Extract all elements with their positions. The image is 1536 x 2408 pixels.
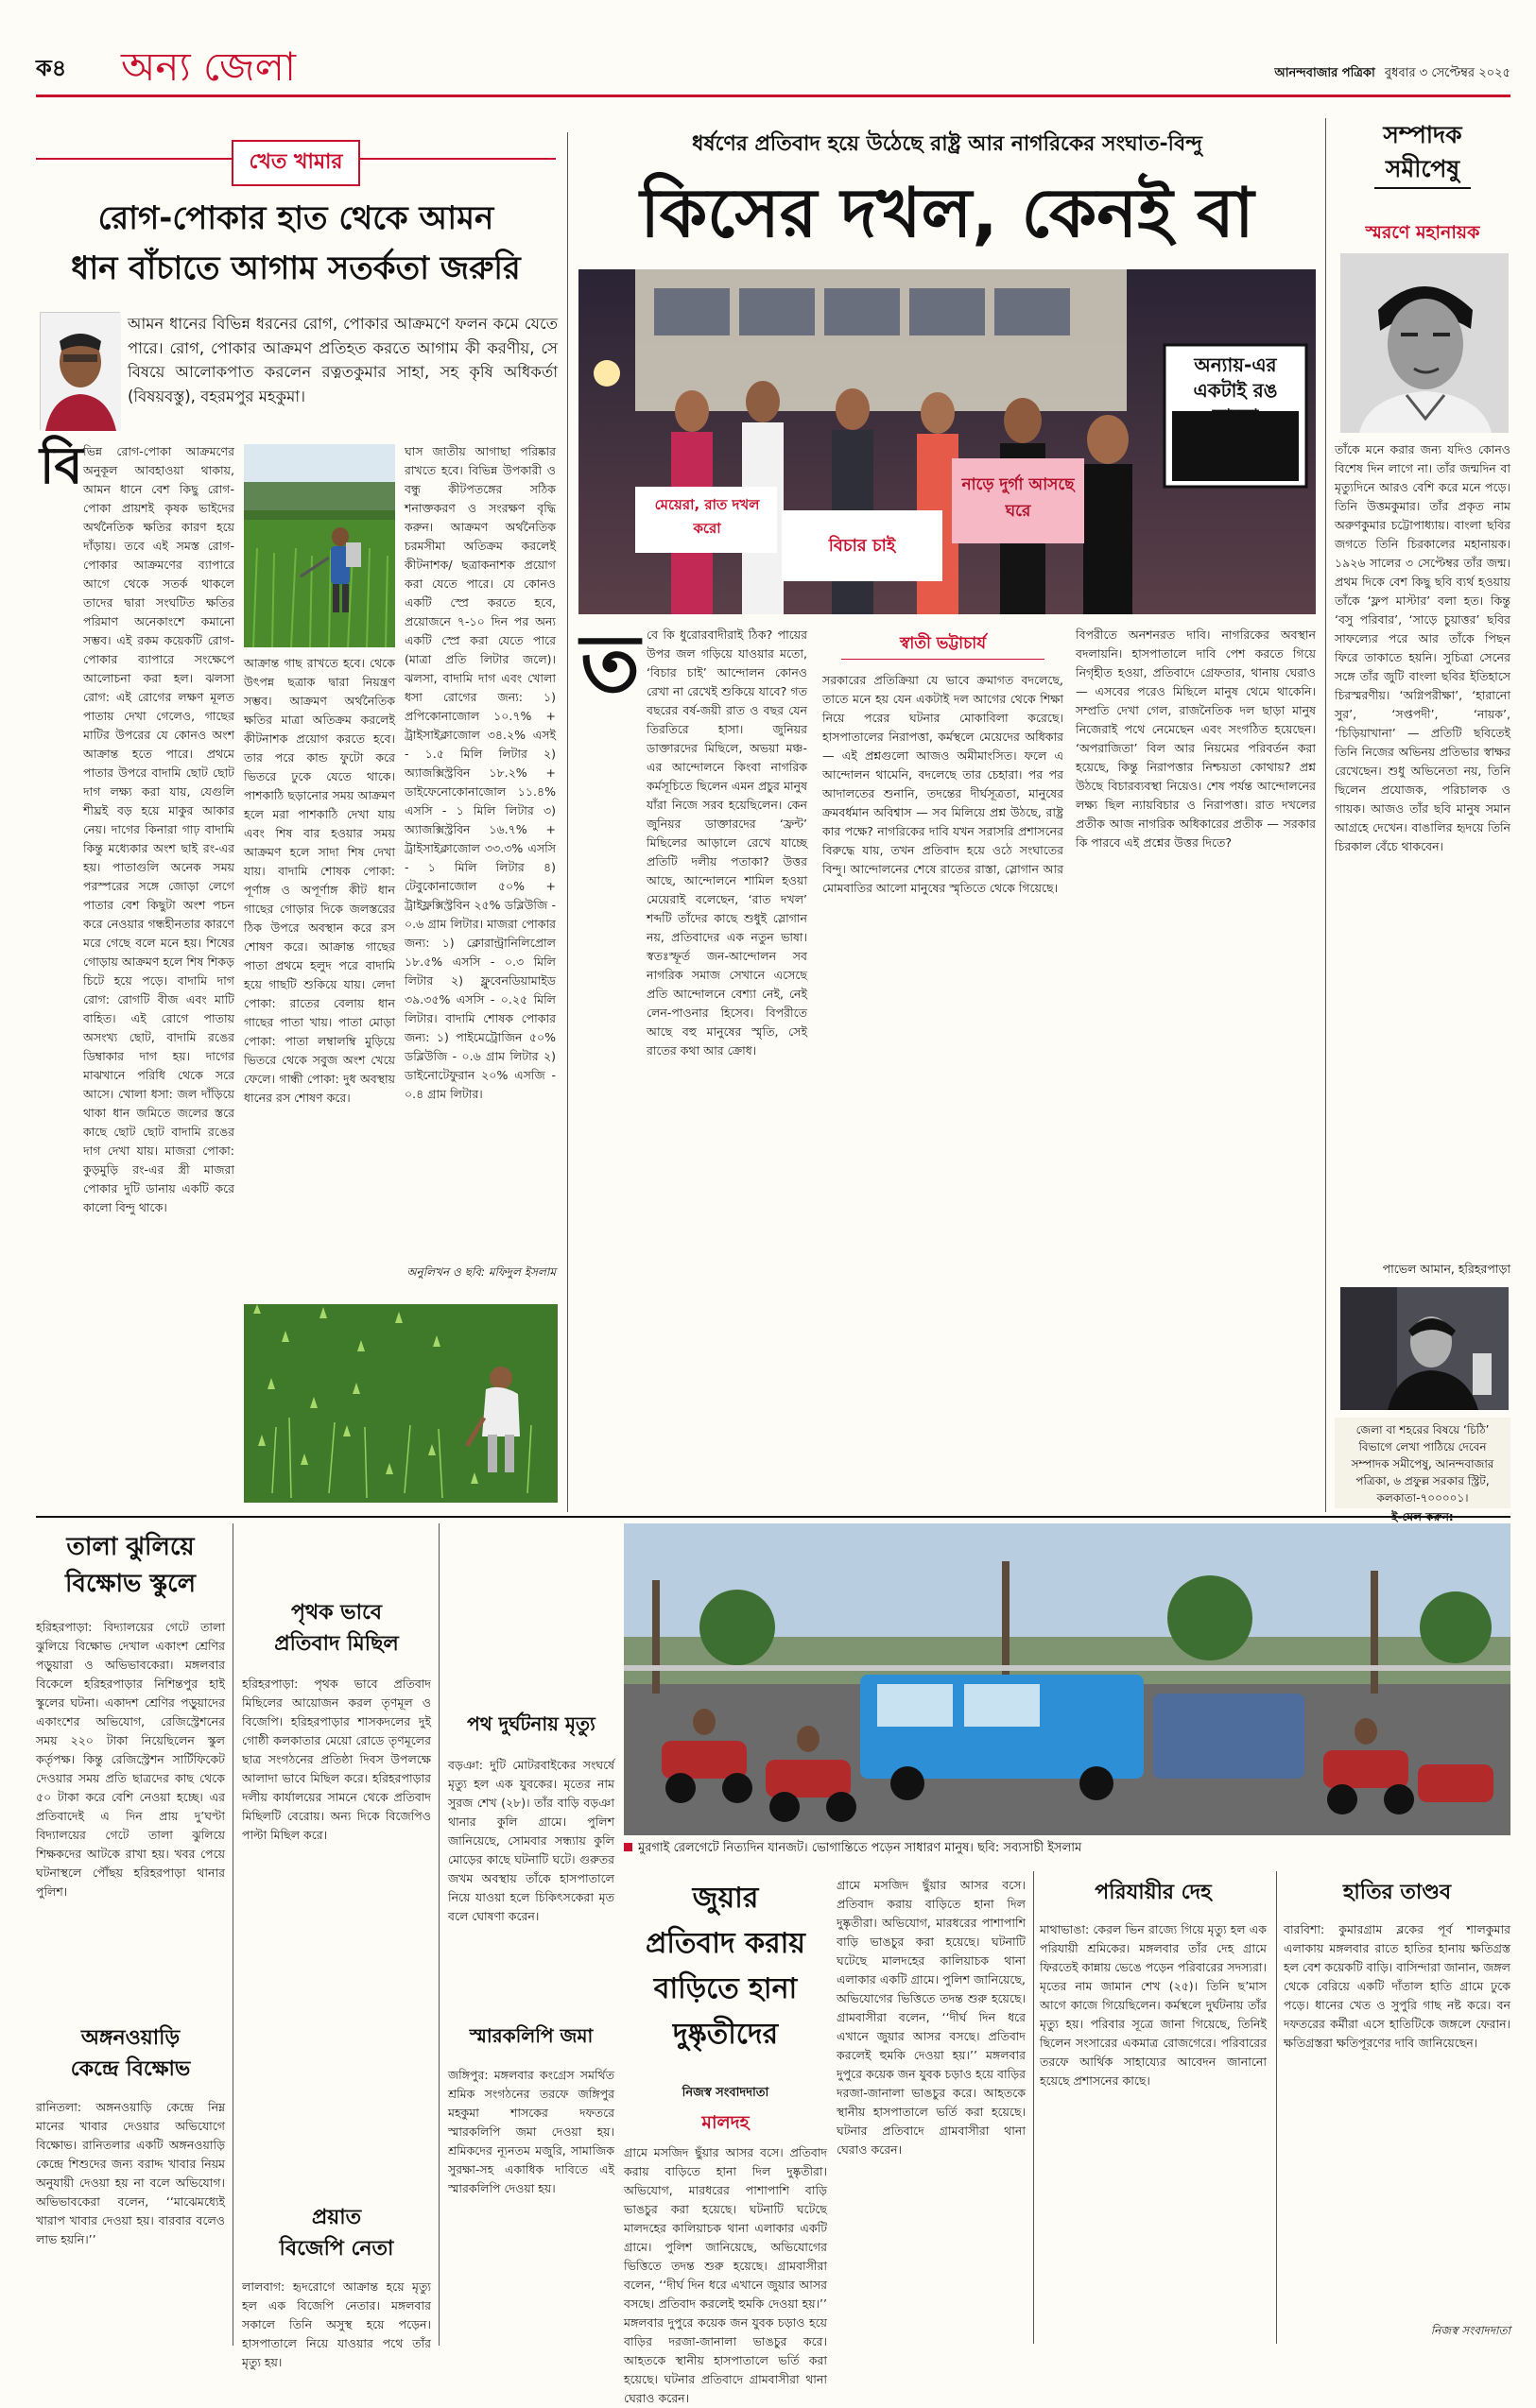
lead-headline: কিসের দখল, কেনই বা bbox=[640, 173, 1254, 252]
farm-intro: আমন ধানের বিভিন্ন ধরনের রোগ, পোকার আক্রমণে ফলন কমে যেতে পারে। রোগ, পোকার আক্রমণ প্রতিহত করতে আগাম কী করণীয়, সে বিষয়ে আলোকপাত করলেন রত্নতকুমার সাহা, সহ কৃষি অধিকর্তা (বিষয়বস্তু), বহরমপুর মহকুমা। bbox=[128, 315, 558, 405]
hati-text: বারবিশা: কুমারগ্রাম ব্লকের পূর্ব শালকুমার এলাকায় মঙ্গলবার রাতে হাতির হানায় ক্ষতিগ্রস্ত হল বেশ কয়েকটি বাড়ি। বাসিন্দারা জানান, জঙ্গল থেকে বেরিয়ে একটি দাঁতাল হাতি গ্রামে ঢুকে পড়ে। ধানের খেত ও সুপুরি গাছ নষ্ট করে। বন দফতরের কর্মীরা এসে হাতিটিকে জঙ্গলে ফেরান। ক্ষতিগ্রস্তরা ক্ষতিপূরণের দাবি জানিয়েছেন। bbox=[1284, 1922, 1510, 2050]
traffic-caption bbox=[624, 1839, 1510, 1864]
divider-lead-editor bbox=[1325, 118, 1326, 1512]
masthead bbox=[36, 36, 1510, 93]
lead-column-3: বিপরীতে অনশনরত দাবি। নাগরিকের অবস্থান বদলায়নি। হাসপাতালে দাবি পেশ করতে গিয়ে নিগৃহীত হওয়া, প্রতিবাদে গ্রেফতার, থানায় ঘেরাও — এসবের পরেও মিছিলে মানুষ থেমে থাকেনি। সম্প্রতি দেখা গেল, রাজনৈতিক দল ছাড়া মানুষ নিজেরাই পথে নেমেছেন এবং সংগঠিত হয়েছেন। ‘অপরাজিতা’ বিল আর নিয়মের পরিবর্তন করা হয়েছে, কিন্তু নিরাপত্তার নিশ্চয়তা কোথায়? প্রশ্ন উঠছে বিচারব্যবস্থা নিয়েও। শেষ পর্যন্ত আন্দোলনের লক্ষ্য ছিল ন্যায়বিচার ও নিরাপত্তা। রাত দখলের প্রতীক আজ নাগরিক অধিকারের প্রতীক — সরকার কি পারবে এই প্রশ্নের উত্তর দিতে? bbox=[1076, 628, 1316, 850]
lead-author: স্বাতী ভট্টাচার্য bbox=[841, 631, 1044, 660]
joar-headline bbox=[624, 1876, 827, 2079]
letter-contact bbox=[1335, 1418, 1510, 1508]
farm-column-2: আক্রান্ত গাছ রাখতে হবে। থেকে উৎপন্ন ছত্রাক দ্বারা নিয়ন্ত্রণ সম্ভব। আক্রমণ অর্থনৈতিক ক্ষতির মাত্রা অতিক্রম করলেই কীটনাশক প্রয়োগ করতে হবে। তার পরে কান্ড ফুটো করে ভিতরে ঢুকে যেতে থাকে। পাশকাঠি ছড়ানোর সময় আক্রমণ হলে মরা পাশকাঠি দেখা যায় এবং শিষ বার হওয়ার সময় আক্রমণ হলে সাদা শিষ দেখা যায়। বাদামি শোষক পোকা: পূর্ণাঙ্গ ও অপূর্ণাঙ্গ কীট ধান গাছের গোড়ার দিকে জলস্তরের ঠিক উপরে অবস্থান করে রস শোষণ করে। আক্রান্ত গাছের পাতা প্রথমে হলুদ পরে বাদামি হয়ে গাছটি শুকিয়ে যায়। লেদা পোকা: রাতের বেলায় ধান গাছের পাতা খায়। পাতা মোড়া পোকা: পাতা লম্বালম্বি মুড়িয়ে ভিতরে থেকে সবুজ অংশ খেয়ে ফেলে। গান্ধী পোকা: দুধ অবস্থায় ধানের রস শোষণ করে। bbox=[244, 656, 395, 1105]
farm-tag: খেত খামার bbox=[232, 140, 359, 186]
prayat-line-1: প্রয়াত bbox=[311, 2206, 362, 2229]
farm-spray-photo bbox=[244, 444, 395, 647]
prayat-headline bbox=[242, 2202, 431, 2274]
editor-title bbox=[1335, 118, 1510, 213]
talajhuliye-line-2: বিক্ষোভ স্কুলে bbox=[65, 1570, 196, 1598]
placard-text-pink: নাড়ে দুর্গা আসছে ঘরে bbox=[961, 475, 1075, 521]
placard-text-white-mid: বিচার চাই bbox=[828, 536, 896, 556]
farm-paddy-photo bbox=[244, 1304, 558, 1503]
divider-bottom-3 bbox=[1033, 1871, 1034, 2344]
poriyayi-text: মাথাভাঙা: কেরল ভিন রাজ্যে গিয়ে মৃত্যু হল এক পরিযায়ী শ্রমিকের। মঙ্গলবার তাঁর দেহ গ্রামে ফিরতেই কান্নায় ভেঙে পড়েন পরিবারের সদস্যরা। মৃতের নাম জামান শেখ (২৫)। তিনি ছ’মাস আগে কাজে গিয়েছিলেন। কর্মস্থলে দুর্ঘটনায় তাঁর মৃত্যু হয়। পরিবার সূত্রে জানা গিয়েছে, তিনিই ছিলেন সংসারের একমাত্র রোজগেরে। পরিবারের তরফে আর্থিক সাহায্যের আবেদন জানানো হয়েছে প্রশাসনের কাছে। bbox=[1040, 1922, 1267, 2088]
placard-text-white-left: মেয়েরা, রাত দখল করো bbox=[654, 496, 760, 537]
placard-text-kalo: অন্যায়-এর একটাই রঙ কালো bbox=[1193, 353, 1278, 427]
farm-headline-line-1: রোগ-পোকার হাত থেকে আমন bbox=[97, 199, 494, 237]
farm-tag-wrap bbox=[36, 140, 556, 178]
joar-text-2: গ্রামে মসজিদ ছুঁয়ার আসর বসে। প্রতিবাদ করায় বাড়িতে হানা দিল দুষ্কৃতীরা। অভিযোগ, মারধরের পাশাপাশি বাড়ি ভাঙচুর করা হয়েছে। ঘটনাটি ঘটেছে মালদহের কালিয়াচক থানা এলাকার একটি গ্রামে। পুলিশ জানিয়েছে, অভিযোগের ভিত্তিতে তদন্ত শুরু হয়েছে। গ্রামবাসীরা বলেন, ‘‘দীর্ঘ দিন ধরে এখানে জুয়ার আসর বসছে। প্রতিবাদ করলেই হুমকি দেওয়া হয়।’’ মঙ্গলবার দুপুরে কয়েক জন যুবক চড়াও হয়ে বাড়ির দরজা-জানালা ভাঙচুর করে। আহতকে স্থানীয় হাসপাতালে ভর্তি করা হয়েছে। ঘটনার প্রতিবাদে গ্রামবাসীরা থানা ঘেরাও করেন। bbox=[837, 1878, 1026, 2157]
divider-bottom-2 bbox=[439, 1523, 440, 2346]
farm-credit: অনুলিখন ও ছবি: মফিদুল ইসলাম bbox=[406, 1265, 556, 1279]
author-photo bbox=[40, 312, 120, 430]
contact-text: জেলা বা শহরের বিষয়ে ‘চিঠি’ বিভাগে লেখা পাঠিয়ে দেবেন সম্পাদক সমীপেষু, আনন্দবাজার পত্রিকা, ৬ প্রফুল্ল সরকার স্ট্রিট, কলকাতা-৭০০০০১। bbox=[1351, 1423, 1494, 1505]
joar-place: মালদহ bbox=[701, 2112, 750, 2133]
lead-column-2: সরকারের প্রতিক্রিয়া যে ভাবে ক্রমাগত বদলেছে, তাতে মনে হয় যেন একটাই দল আগের থেকে শিক্ষা নিয়ে পরের ঘটনার মোকাবিলা করেছে। হাসপাতালের নিরাপত্তা, কর্মস্থলে মেয়েদের অধিকার — এই প্রশ্নগুলো আজও অমীমাংসিত। ফলে এ আন্দোলন থামেনি, বদলেছে তার চেহারা। পর পর আদালতের শুনানি, তদন্তের দীর্ঘসূত্রতা, মানুষের ক্রমবর্ধমান অবিশ্বাস — সব মিলিয়ে প্রশ্ন উঠছে, রাষ্ট্র কার পক্ষে? নাগরিকের দাবি যখন সরাসরি প্রশাসনের বিরুদ্ধে যায়, তখন প্রতিবাদ হয়ে ওঠে সংঘাতের বিন্দু। আন্দোলনের শেষে রাতের রাস্তা, স্লোগান আর মোমবাতির আলো মানুষের স্মৃতিতে থেকে গিয়েছে। bbox=[822, 673, 1063, 895]
joar-line-2: প্রতিবাদ করায় bbox=[646, 1927, 805, 1960]
talajhuliye-headline bbox=[36, 1529, 225, 1614]
editor-title-line-2: সমীপেষু bbox=[1374, 152, 1471, 188]
uttam-kumar-photo bbox=[1340, 253, 1509, 433]
hati-byline: নিজস্ব সংবাদদাতা bbox=[1430, 2324, 1510, 2337]
anganwadi-line-2: কেন্দ্রে বিক্ষোভ bbox=[70, 2057, 191, 2081]
farm-column-3: ঘাস জাতীয় আগাছা পরিষ্কার রাখতে হবে। বিভিন্ন উপকারী ও বন্ধু কীটপতঙ্গের সঠিক শনাক্তকরণ ও সংরক্ষণ বৃদ্ধি করুন। আক্রমণ অর্থনৈতিক চরমসীমা অতিক্রম করলেই কীটনাশক/ ছত্রাকনাশক প্রয়োগ করা যেতে পারে। যে কোনও একটি স্প্রে করতে হবে, প্রয়োজনে ৭-১০ দিন পর অন্য একটি স্প্রে করা যেতে পারে (মাত্রা প্রতি লিটার জলে)। ঝলসা, বাদামি দাগ এবং খোলা ধসা রোগের জন্য: ১) প্রপিকোনাজোল ১০.৭% + ট্রাইসাইক্লাজোল ৩৪.২% এসই - ১.৫ মিলি লিটার ২) অ্যাজক্সিস্ট্রবিন ১৮.২% + ডাইফেনোকোনাজোল ১১.৪% এসসি - ১ মিলি লিটার ৩) অ্যাজক্সিস্ট্রবিন ১৬.৭% + ট্রাইসাইক্লাজোল ৩৩.৩% এসসি - ১ মিলি লিটার ৪) টেবুকোনাজোল ৫০% + ট্রাইফ্লক্সিস্ট্রবিন ২৫% ডব্লিউজি - ০.৬ গ্রাম লিটার। মাজরা পোকার জন্য: ১) ক্লোরান্ট্রানিলিপ্রোল ১৮.৫% এসসি - ০.৩ মিলি লিটার ২) ফ্লুবেনডিয়ামাইড ৩৯.৩৫% এসসি - ০.২৫ মিলি লিটার। বাদামি শোষক পোকার জন্য: ১) পাইমেট্রোজিন ৫০% ডব্লিউজি - ০.৬ গ্রাম লিটার ২) ডাইনোটেফুরান ২০% এসজি - ০.৪ গ্রাম লিটার। bbox=[405, 444, 556, 1101]
paper-name: আনন্দবাজার পত্রিকা bbox=[1274, 66, 1375, 80]
anganwadi-text: রানিতলা: অঙ্গনওয়াড়ি কেন্দ্রে নিম্ন মানের খাবার দেওয়ার অভিযোগে বিক্ষোভ। রানিতলার একটি অঙ্গনওয়াড়ি কেন্দ্রে শিশুদের জন্য বরাদ্দ খাবার নিয়ম অনুযায়ী দেওয়া হয় না বলে অভিযোগ। অভিভাবকেরা বলেন, ‘‘মাঝেমধ্যেই খারাপ খাবার দেওয়া হয়। বারবার বলেও লাভ হয়নি।’’ bbox=[36, 2100, 225, 2246]
anganwadi-headline bbox=[36, 2022, 225, 2094]
durghatana-headline: পথ দুর্ঘটনায় মৃত্যু bbox=[467, 1712, 595, 1735]
anganwadi-line-1: অঙ্গনওয়াড়ি bbox=[80, 2026, 181, 2050]
letter-text: তাঁকে মনে করার জন্য যদিও কোনও বিশেষ দিন লাগে না। তাঁর জন্মদিন বা মৃত্যুদিনে আরও বেশি করে মনে পড়ে। তিনি উত্তমকুমার। তাঁর প্রকৃত নাম অরুণকুমার চট্টোপাধ্যায়। বাংলা ছবির জগতে তিনি চিরকালের মহানায়ক। ১৯২৬ সালের ৩ সেপ্টেম্বর তাঁর জন্ম। প্রথম দিকে বেশ কিছু ছবি ব্যর্থ হওয়ায় তাঁকে ‘ফ্লপ মাস্টার’ বলা হত। কিন্তু ‘বসু পরিবার’, ‘সাড়ে চুয়াত্তর’ ছবির সাফল্যের পরে আর তাঁকে পিছন ফিরে তাকাতে হয়নি। সুচিত্রা সেনের সঙ্গে তাঁর জুটি বাংলা ছবির ইতিহাসে চিরস্মরণীয়। ‘অগ্নিপরীক্ষা’, ‘হারানো সুর’, ‘সপ্তপদী’, ‘নায়ক’, ‘চিড়িয়াখানা’ — প্রতিটি ছবিতেই তিনি নিজের অভিনয় প্রতিভার স্বাক্ষর রেখেছেন। শুধু অভিনেতা নয়, তিনি ছিলেন প্রযোজক, পরিচালক ও গায়ক। আজও তাঁর ছবি মানুষ সমান আগ্রহে দেখেন। বাঙালির হৃদয়ে তিনি চিরকাল বেঁচে থাকবেন। bbox=[1335, 442, 1510, 853]
joar-text-1: গ্রামে মসজিদ ছুঁয়ার আসর বসে। প্রতিবাদ করায় বাড়িতে হানা দিল দুষ্কৃতীরা। অভিযোগ, মারধরের পাশাপাশি বাড়ি ভাঙচুর করা হয়েছে। ঘটনাটি ঘটেছে মালদহের কালিয়াচক থানা এলাকার একটি গ্রামে। পুলিশ জানিয়েছে, অভিযোগের ভিত্তিতে তদন্ত শুরু হয়েছে। গ্রামবাসীরা বলেন, ‘‘দীর্ঘ দিন ধরে এখানে জুয়ার আসর বসছে। প্রতিবাদ করলেই হুমকি দেওয়া হয়।’’ মঙ্গলবার দুপুরে কয়েক জন যুবক চড়াও হয়ে বাড়ির দরজা-জানালা ভাঙচুর করে। আহতকে স্থানীয় হাসপাতালে ভর্তি করা হয়েছে। ঘটনার প্রতিবাদে গ্রামবাসীরা থানা ঘেরাও করেন। bbox=[624, 2145, 827, 2405]
joar-line-4: দুষ্কৃতীদের bbox=[672, 2018, 779, 2051]
joar-byline: নিজস্ব সংবাদদাতা bbox=[682, 2086, 769, 2100]
talajhuliye-line-1: তালা ঝুলিয়ে bbox=[66, 1533, 195, 1561]
farm-headline bbox=[36, 194, 556, 302]
prosenjit-photo bbox=[1340, 1287, 1509, 1410]
section-title: অন্য জেলা bbox=[121, 43, 297, 90]
divider-bottom-4 bbox=[1276, 1871, 1277, 2344]
traffic-photo bbox=[624, 1523, 1510, 1835]
farm-headline-line-2: ধান বাঁচাতে আগাম সতর্কতা জরুরি bbox=[71, 249, 521, 287]
lead-protest-photo bbox=[578, 269, 1316, 614]
fold-rule bbox=[36, 1516, 1510, 1518]
farm-column-1: ভিন্ন রোগ-পোকা আক্রমণের অনুকূল আবহাওয়া থাকায়, আমন ধানে বেশ কিছু রোগ-পোকা প্রায়শই কৃষক ভাইদের অর্থনৈতিক ক্ষতির কারণ হয়ে দাঁড়ায়। তবে এই সমস্ত রোগ-পোকার আক্রমণের ব্যাপারে আগে থেকে সতর্ক থাকলে তাদের দ্বারা সংঘটিত ক্ষতির পরিমাণ অনেকাংশে কমানো সম্ভব। এই রকম কয়েকটি রোগ-পোকার ব্যাপারে সংক্ষেপে আলোচনা করা হল। ঝলসা রোগ: এই রোগের লক্ষণ মূলত পাতায় দেখা গেলেও, গাছের মাটির উপরের যে কোনও অংশ আক্রান্ত হতে পারে। প্রথমে পাতার উপরে বাদামি ছোট ছোট দাগ লক্ষ্য করা যায়, যেগুলি শীঘ্রই বড় হয়ে মাকুর আকার নেয়। দাগের কিনারা গাঢ় বাদামি কিন্তু মধ্যেকার অংশ ছাই রং-এর হয়। পাতাগুলি অনেক সময় পরস্পরের সঙ্গে জোড়া লেগে পাতার বেশ কিছুটা অংশ পচন করে নেওয়ার গন্ধহীনতার কারণে মরে গেছে বলে মনে হয়। শিষের গোড়ায় আক্রমণ হলে শিষ শিকড় চিটে হয়ে পড়ে। বাদামি দাগ রোগ: রোগটি বীজ এবং মাটি বাহিত। এই রোগে পাতায় অসংখ্য ছোট, বাদামি রঙের ডিম্বাকার দাগ হয়। দাগের মাঝখানে পরিধি থেকে সরে আসে। খোলা ধসা: জল দাঁড়িয়ে থাকা ধান জমিতে জলের স্তরে কাছে ছোট ছোট বাদামি রঙের দাগ দেখা যায়। মাজরা পোকা: কুড়মুড়ি রং-এর স্ত্রী মাজরা পোকার দুটি ডানায় একটি করে কালো বিন্দু থাকে। bbox=[83, 444, 234, 1214]
michhil-text: হরিহরপাড়া: পৃথক ভাবে প্রতিবাদ মিছিলের আয়োজন করল তৃণমূল ও বিজেপি। হরিহরপাড়ার শাসকদলের দুই গোষ্ঠী কলকাতার মেয়ো রোডে তৃণমূলের ছাত্র সংগঠনের প্রতিষ্ঠা দিবস উপলক্ষে আলাদা ভাবে মিছিল করে। হরিহরপাড়ার দলীয় কার্যালয়ের সামনে থেকে প্রতিবাদ মিছিলটি বেরোয়। অন্য দিকে বিজেপিও পাল্টা মিছিল করে। bbox=[242, 1677, 431, 1842]
divider-farm-lead bbox=[567, 132, 568, 1512]
lead-column-1: বে কি ধুরোরবাদীরাই ঠিক? পায়ের উপর জল গড়িয়ে যাওয়ার মতো, ‘বিচার চাই’ আন্দোলন কোনও রেখা না রেখেই শুকিয়ে যাবে? গত বছরের বর্ষ-জয়ী রাত ও বছর যেন তিরতিরে হাসা। জুনিয়র ডাক্তারদের মিছিলে, অভয়া মঞ্চ-এর আন্দোলনে কিংবা নাগরিক কর্মসূচিতে ছিলেন এমন প্রচুর মানুষ যাঁরা নিজে সরব হয়েছিলেন। কেন জুনিয়র ডাক্তারদের ‘ফ্রন্ট’ মিছিলের আড়ালে রেখে যাচ্ছে প্রতিটি দলীয় পতাকা? উত্তর আছে, আন্দোলনে শামিল হওয়া মেয়েরাই বলেছেন, ‘রাত দখল’ শব্দটি তাঁদের কাছে শুধুই স্লোগান নয়, প্রতিবাদের এক নতুন ভাষা। স্বতঃস্ফূর্ত জন-আন্দোলন সব নাগরিক সমাজ সেখানে এসেছে প্রতি আন্দোলনে বেশ্যা নেই, নেই লেন-পাওনার হিসেব। বিপরীতে আছে বহু মানুষের স্মৃতি, সেই রাতের কথা আর ক্রোধ। bbox=[647, 628, 807, 1058]
farm-dropcap: বি bbox=[40, 436, 83, 495]
joar-line-1: জুয়ার bbox=[692, 1882, 759, 1915]
prayat-line-2: বিজেপি নেতা bbox=[279, 2237, 394, 2261]
michhil-line-2: প্রতিবাদ মিছিল bbox=[274, 1632, 399, 1656]
paper-date bbox=[1274, 64, 1510, 84]
lead-dropcap: ত bbox=[580, 617, 641, 710]
letter-headline: স্মরণে মহানায়ক bbox=[1365, 222, 1480, 243]
michhil-line-1: পৃথক ভাবে bbox=[290, 1601, 383, 1625]
hati-headline: হাতির তাণ্ডব bbox=[1342, 1881, 1452, 1904]
michhil-headline bbox=[242, 1597, 431, 1671]
masthead-rule bbox=[36, 95, 1510, 97]
issue-date: বুধবার ৩ সেপ্টেম্বর ২০২৫ bbox=[1384, 66, 1510, 80]
prayat-text: লালবাগ: হৃদরোগে আক্রান্ত হয়ে মৃত্যু হল এক বিজেপি নেতার। মঙ্গলবার সকালে তিনি অসুস্থ হয়ে পড়েন। হাসপাতালে নিয়ে যাওয়ার পথে তাঁর মৃত্যু হয়। bbox=[242, 2279, 431, 2369]
durghatana-text: বড়ঞা: দুটি মোটরবাইকের সংঘর্ষে মৃত্যু হল এক যুবকের। মৃতের নাম সুরজ শেখ (২৮)। তাঁর বাড়ি বড়ঞা থানার কুলি গ্রামে। পুলিশ জানিয়েছে, সোমবার সন্ধ্যায় কুলি মোড়ের কাছে ঘটনাটি ঘটে। গুরুতর জখম অবস্থায় তাঁকে হাসপাতালে নিয়ে যাওয়া হলে চিকিৎসকেরা মৃত বলে ঘোষণা করেন। bbox=[448, 1758, 614, 1923]
smarak-headline: স্মারকলিপি জমা bbox=[469, 2024, 594, 2047]
smarak-text: জঙ্গিপুর: মঙ্গলবার কংগ্রেস সমর্থিত শ্রমিক সংগঠনের তরফে জঙ্গিপুর মহকুমা শাসকের দফতরে স্মারকলিপি জমা দেওয়া হয়। শ্রমিকদের ন্যূনতম মজুরি, সামাজিক সুরক্ষা-সহ একাধিক দাবিতে এই স্মারকলিপি দেওয়া হয়। bbox=[448, 2068, 614, 2195]
talajhuliye-text: হরিহরপাড়া: বিদ্যালয়ের গেটে তালা ঝুলিয়ে বিক্ষোভ দেখাল একাংশ শ্রেণির পড়ুয়ারা ও অভিভাবকেরা। মঙ্গলবার বিকেলে হরিহরপাড়ার নিশিন্তপুর হাই স্কুলের ঘটনা। একাদশ শ্রেণির পড়ুয়াদের একাংশের অভিযোগ, রেজিস্ট্রেশনের সময় ২২০ টাকা নিয়েছিলেন স্কুল কর্তৃপক্ষ। কিন্তু রেজিস্ট্রেশন সার্টিফিকেট দেওয়ার সময় প্রতি ছাত্রদের কাছ থেকে ৫০ টাকা করে বেশি নেওয়া হচ্ছে। এর প্রতিবাদেই এ দিন প্রায় দু’ঘণ্টা বিদ্যালয়ের গেটে তালা ঝুলিয়ে শিক্ষকদের আটকে রাখা হয়। খবর পেয়ে ঘটনাস্থলে পৌঁছয় হরিহরপাড়া থানার পুলিশ। bbox=[36, 1620, 225, 1899]
letter-sign: পাভেল আমান, হরিহরপাড়া bbox=[1335, 1262, 1510, 1284]
poriyayi-headline: পরিযায়ীর দেহ bbox=[1095, 1881, 1212, 1904]
lead-kicker: ধর্ষণের প্রতিবাদ হয়ে উঠেছে রাষ্ট্র আর নাগরিকের সংঘাত-বিন্দু bbox=[692, 132, 1202, 156]
caption-marker bbox=[624, 1843, 632, 1851]
caption-text: মুরগাই রেলগেটে নিত্যদিন যানজট। ভোগান্তিতে পড়েন সাধারণ মানুষ। ছবি: সব্যসাচী ইসলাম bbox=[638, 1841, 1082, 1855]
page-number: ক৪ bbox=[36, 55, 67, 81]
editor-title-line-1: সম্পাদক bbox=[1383, 121, 1462, 148]
joar-line-3: বাড়িতে হানা bbox=[653, 1972, 798, 2005]
